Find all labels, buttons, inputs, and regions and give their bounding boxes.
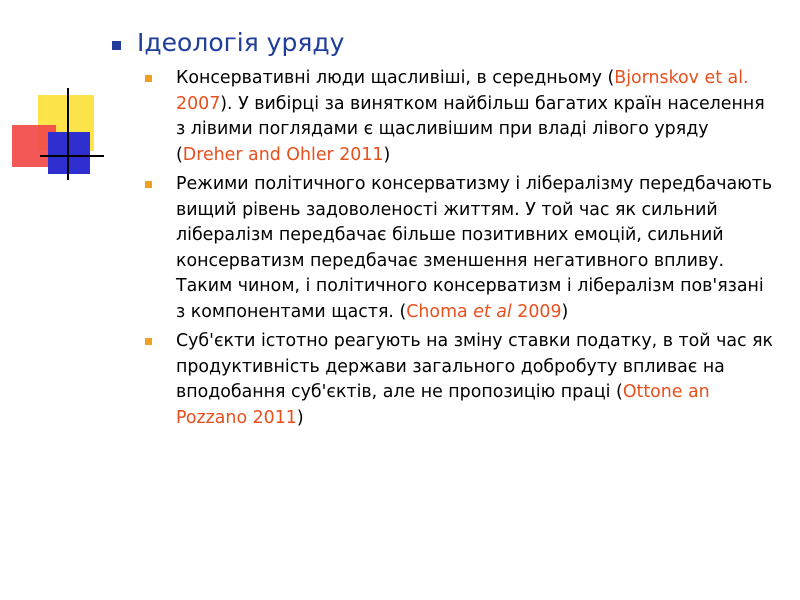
citation-link: Dreher and Ohler 2011	[182, 144, 384, 165]
item-text: )	[561, 301, 569, 322]
list-item	[145, 172, 775, 325]
citation-italic: et al	[473, 301, 512, 322]
horizontal-line	[40, 155, 104, 157]
item-text: ). У вибірці за винятком найбільш багатих країн населення з лівими поглядами є щасливішим при владі лівого уряду (	[176, 93, 765, 165]
item-text: Режими політичного консерватизму і лібералізму передбачають вищий рівень задоволеності життям. У той час як сильний лібералізм передбачає більше позитивних емоцій, сильний консерватизм передбачає зменшення негативного впливу. Таким чином, і політичного консерватизм і лібералізм пов'язані з компонентами щастя. (	[176, 174, 773, 322]
item-text: Консервативні люди щасливіші, в середньому (	[176, 68, 615, 88]
orange-square-bullet-icon	[145, 181, 152, 188]
citation-link: 2009	[511, 301, 562, 322]
slide-title	[112, 28, 772, 58]
decorative-logo	[0, 0, 120, 200]
bullet-list	[145, 66, 775, 435]
item-text: )	[383, 144, 391, 165]
item-text: )	[296, 407, 304, 428]
square-bullet-icon	[112, 41, 121, 50]
item-text: Суб'єкти істотно реагують на зміну ставки податку, в той час як продуктивність держави загального добробуту впливає на вподобання суб'єктів, але не пропозицію праці (	[176, 331, 774, 402]
citation-link: Ottone an Pozzano 2011	[176, 382, 710, 428]
list-item	[145, 329, 775, 431]
citation-link: Bjornskov et al. 2007	[176, 68, 749, 114]
vertical-line	[67, 88, 69, 180]
slide-title-text: Ідеологія уряду	[137, 28, 345, 57]
blue-square	[48, 132, 90, 174]
orange-square-bullet-icon	[145, 75, 152, 82]
list-item	[145, 66, 775, 168]
citation-link: Choma	[406, 301, 474, 322]
orange-square-bullet-icon	[145, 338, 152, 345]
